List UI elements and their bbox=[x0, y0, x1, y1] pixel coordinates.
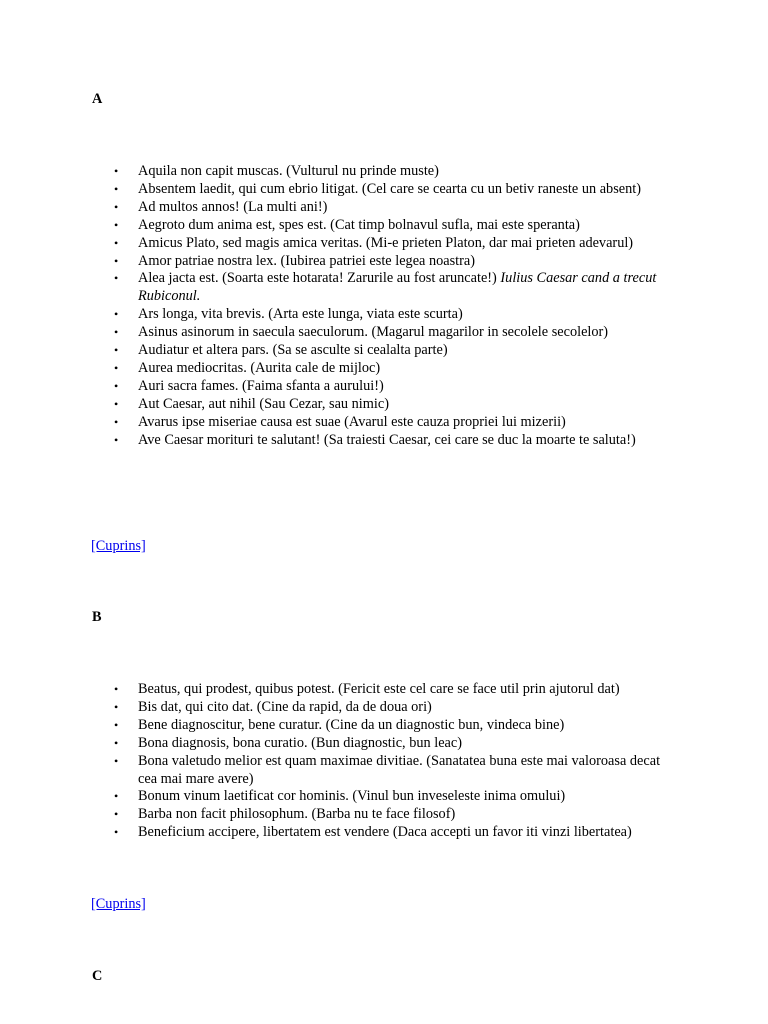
bullet-icon: • bbox=[114, 825, 119, 840]
bullet-icon: • bbox=[114, 217, 119, 232]
proverb-text: Audiatur et altera pars. (Sa se asculte si cealalta parte) bbox=[138, 342, 448, 359]
proverb-item bbox=[0, 324, 768, 342]
proverb-text: Bene diagnoscitur, bene curatur. (Cine da un diagnostic bun, vindeca bine) bbox=[138, 716, 565, 733]
proverb-item bbox=[0, 306, 768, 324]
bullet-icon: • bbox=[114, 735, 119, 750]
bullet-icon: • bbox=[114, 378, 119, 393]
proverb-item bbox=[0, 270, 768, 306]
bullet-icon: • bbox=[114, 181, 119, 196]
proverb-item bbox=[0, 163, 768, 181]
proverb-text: Aut Caesar, aut nihil (Sau Cezar, sau nimic) bbox=[138, 395, 389, 412]
proverb-text: Absentem laedit, qui cum ebrio litigat. (Cel care se cearta cu un betiv raneste un absent) bbox=[138, 180, 641, 197]
proverb-text: Amor patriae nostra lex. (Iubirea patriei este legea noastra) bbox=[138, 252, 476, 269]
proverb-item bbox=[0, 235, 768, 253]
proverb-text: Asinus asinorum in saecula saeculorum. (Magarul magarilor in secolele secolelor) bbox=[138, 324, 609, 341]
proverb-item bbox=[0, 181, 768, 199]
bullet-icon: • bbox=[114, 343, 119, 358]
proverb-note: Iulius Caesar cand a trecut Rubiconul. bbox=[138, 270, 657, 305]
cuprins-link[interactable]: [Cuprins] bbox=[91, 538, 146, 554]
bullet-icon: • bbox=[114, 717, 119, 732]
proverb-text: Bona valetudo melior est quam maximae divitiae. (Sanatatea buna este mai valoroasa decat cea mai mare avere) bbox=[138, 752, 661, 787]
proverb-item bbox=[0, 199, 768, 217]
bullet-icon: • bbox=[114, 414, 119, 429]
proverb-text: Beatus, qui prodest, quibus potest. (Fericit este cel care se face util prin ajutorul dat) bbox=[138, 681, 620, 697]
bullet-icon: • bbox=[114, 432, 119, 447]
proverb-list-b bbox=[0, 681, 768, 842]
proverb-text: Avarus ipse miseriae causa est suae (Avarul este cauza propriei lui mizerii) bbox=[138, 413, 566, 430]
bullet-icon: • bbox=[114, 360, 119, 375]
proverb-text: Amicus Plato, sed magis amica veritas. (Mi-e prieten Platon, dar mai prieten adevarul) bbox=[138, 234, 634, 251]
proverb-item bbox=[0, 253, 768, 271]
proverb-list-a bbox=[0, 163, 768, 450]
bullet-icon: • bbox=[114, 396, 119, 411]
proverb-item bbox=[0, 806, 768, 824]
proverb-text: Ad multos annos! (La multi ani!) bbox=[138, 198, 328, 215]
proverb-item bbox=[0, 414, 768, 432]
proverb-text: Alea jacta est. (Soarta este hotarata! Zarurile au fost aruncate!) bbox=[138, 270, 501, 287]
proverb-item bbox=[0, 717, 768, 735]
proverb-text: Aquila non capit muscas. (Vulturul nu prinde muste) bbox=[138, 163, 439, 179]
proverb-text: Aegroto dum anima est, spes est. (Cat timp bolnavul sufla, mai este speranta) bbox=[138, 216, 580, 233]
proverb-item bbox=[0, 360, 768, 378]
proverb-item bbox=[0, 735, 768, 753]
proverb-text: Barba non facit philosophum. (Barba nu te face filosof) bbox=[138, 806, 456, 823]
proverb-item bbox=[0, 788, 768, 806]
proverb-text: Ave Caesar morituri te salutant! (Sa traiesti Caesar, cei care se duc la moarte te saluta!) bbox=[138, 431, 636, 448]
bullet-icon: • bbox=[114, 164, 119, 178]
proverb-item bbox=[0, 753, 768, 789]
bullet-icon: • bbox=[114, 789, 119, 804]
bullet-icon: • bbox=[114, 307, 119, 322]
bullet-icon: • bbox=[114, 325, 119, 340]
proverb-item bbox=[0, 396, 768, 414]
proverb-item bbox=[0, 699, 768, 717]
cuprins-link[interactable]: [Cuprins] bbox=[91, 896, 146, 912]
proverb-text: Beneficium accipere, libertatem est vendere (Daca accepti un favor iti vinzi libertatea) bbox=[138, 824, 632, 841]
proverb-text: Ars longa, vita brevis. (Arta este lunga, viata este scurta) bbox=[138, 306, 463, 323]
proverb-item bbox=[0, 342, 768, 360]
proverb-text: Bis dat, qui cito dat. (Cine da rapid, da de doua ori) bbox=[138, 698, 432, 715]
section-heading-c: C bbox=[92, 968, 103, 984]
proverb-text: Bonum vinum laetificat cor hominis. (Vinul bun inveseleste inima omului) bbox=[138, 788, 566, 805]
proverb-item bbox=[0, 378, 768, 396]
bullet-icon: • bbox=[114, 807, 119, 822]
bullet-icon: • bbox=[114, 271, 119, 286]
bullet-icon: • bbox=[114, 253, 119, 268]
proverb-text: Auri sacra fames. (Faima sfanta a aurului!) bbox=[138, 377, 384, 394]
proverb-item bbox=[0, 681, 768, 699]
proverb-text: Aurea mediocritas. (Aurita cale de mijloc) bbox=[138, 359, 381, 376]
bullet-icon: • bbox=[114, 753, 119, 768]
proverb-item bbox=[0, 824, 768, 842]
proverb-text: Bona diagnosis, bona curatio. (Bun diagnostic, bun leac) bbox=[138, 734, 462, 751]
section-heading-a: A bbox=[92, 91, 103, 107]
proverb-item bbox=[0, 217, 768, 235]
section-heading-b: B bbox=[92, 609, 102, 625]
bullet-icon: • bbox=[114, 682, 119, 696]
bullet-icon: • bbox=[114, 235, 119, 250]
bullet-icon: • bbox=[114, 699, 119, 714]
bullet-icon: • bbox=[114, 199, 119, 214]
proverb-item bbox=[0, 432, 768, 450]
